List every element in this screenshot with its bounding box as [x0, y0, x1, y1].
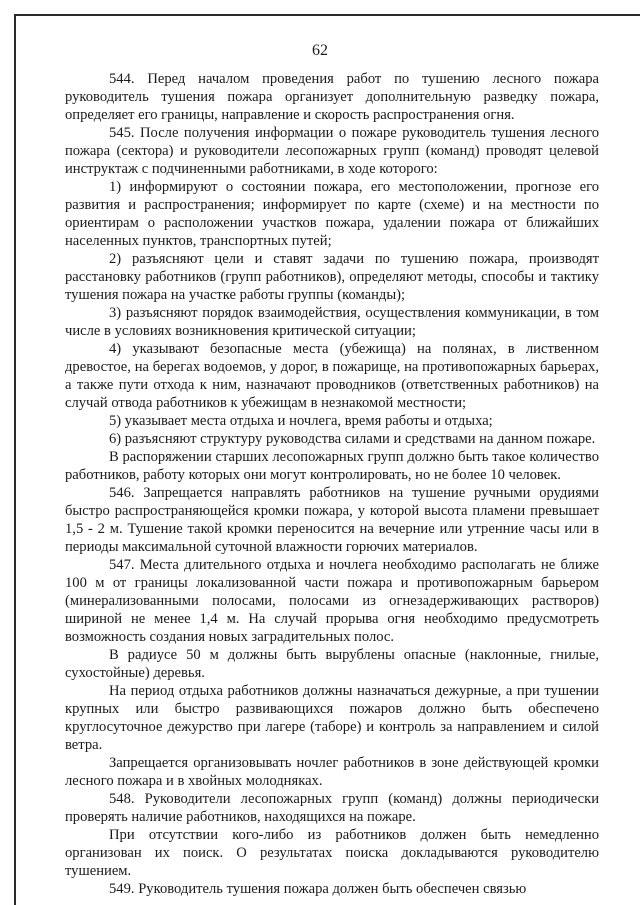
- page-edge-left: [14, 14, 16, 905]
- paragraph-548: 548. Руководители лесопожарных групп (команд) должны периодически проверять наличие работников, находящихся на пожаре.: [65, 791, 599, 825]
- paragraph-night-prohibition: Запрещается организовывать ночлег работников в зоне действующей кромки лесного пожара и в хвойных молодняках.: [65, 755, 599, 789]
- list-item-545-2: 2) разъясняют цели и ставят задачи по тушению пожара, производят расстановку работников (групп работников), определяют методы, способы и тактику тушения пожара на участке работы группы (команды);: [65, 251, 599, 303]
- list-item-545-3: 3) разъясняют порядок взаимодействия, осуществления коммуникации, в том числе в условиях возникновения критической ситуации;: [65, 305, 599, 339]
- paragraph-search: При отсутствии кого-либо из работников должен быть немедленно организован их поиск. О результатах поиска докладываются руководителю тушением.: [65, 827, 599, 879]
- paragraph-547: 547. Места длительного отдыха и ночлега необходимо располагать не ближе 100 м от границы локализованной части пожара и противопожарным барьером (минерализованными полосами, полосами из огнезадерживающих растворов) шириной не менее 1,4 м. На случай прорыва огня необходимо предусмотреть возможность создания новых заградительных полос.: [65, 557, 599, 645]
- list-item-545-1: 1) информируют о состоянии пожара, его местоположении, прогнозе его развития и распространения; информирует по карте (схеме) и на местности по ориентирам о расположении участков пожара, удалении пожара от ближайших населенных пунктов, транспортных путей;: [65, 179, 599, 249]
- page-number: 62: [312, 42, 328, 59]
- list-item-545-5: 5) указывает места отдыха и ночлега, время работы и отдыха;: [109, 413, 493, 429]
- paragraph-radius: В радиусе 50 м должны быть вырублены опасные (наклонные, гнилые, сухостойные) деревья.: [65, 647, 599, 681]
- paragraph-546: 546. Запрещается направлять работников на тушение ручными орудиями быстро распространяющейся кромки пожара, у которой высота пламени превышает 1,5 - 2 м. Тушение такой кромки переносится на вечерние или утренние часы или в периоды максимальной суточной влажности горючих материалов.: [65, 485, 599, 555]
- document-body: [65, 70, 599, 898]
- paragraph-549: 549. Руководитель тушения пожара должен быть обеспечен связью: [109, 881, 527, 897]
- paragraph-group-limit: В распоряжении старших лесопожарных групп должно быть такое количество работников, работу которых они могут контролировать, но не более 10 человек.: [65, 449, 599, 483]
- paragraph-544: 544. Перед началом проведения работ по тушению лесного пожара руководитель тушения пожара организует дополнительную разведку пожара, определяет его границы, направление и скорость распространения огня.: [65, 71, 599, 123]
- paragraph-545: 545. После получения информации о пожаре руководитель тушения лесного пожара (сектора) и руководители лесопожарных групп (команд) проводят целевой инструктаж с подчиненными работниками, в ходе которого:: [65, 125, 599, 177]
- page-edge-top: [14, 14, 640, 16]
- list-item-545-4: 4) указывают безопасные места (убежища) на полянах, в лиственном древостое, на берегах водоемов, у дорог, в пожарище, на противопожарных барьерах, а также пути отхода к ним, назначают проводников (ответственных работников) на случай отвода работников к убежищам в незнакомой местности;: [65, 341, 599, 411]
- list-item-545-6: 6) разъясняют структуру руководства силами и средствами на данном пожаре.: [109, 431, 596, 447]
- paragraph-duty: На период отдыха работников должны назначаться дежурные, а при тушении крупных или быстро развивающихся пожаров должно быть обеспечено круглосуточное дежурство при лагере (таборе) и контроль за направлением и силой ветра.: [65, 683, 599, 753]
